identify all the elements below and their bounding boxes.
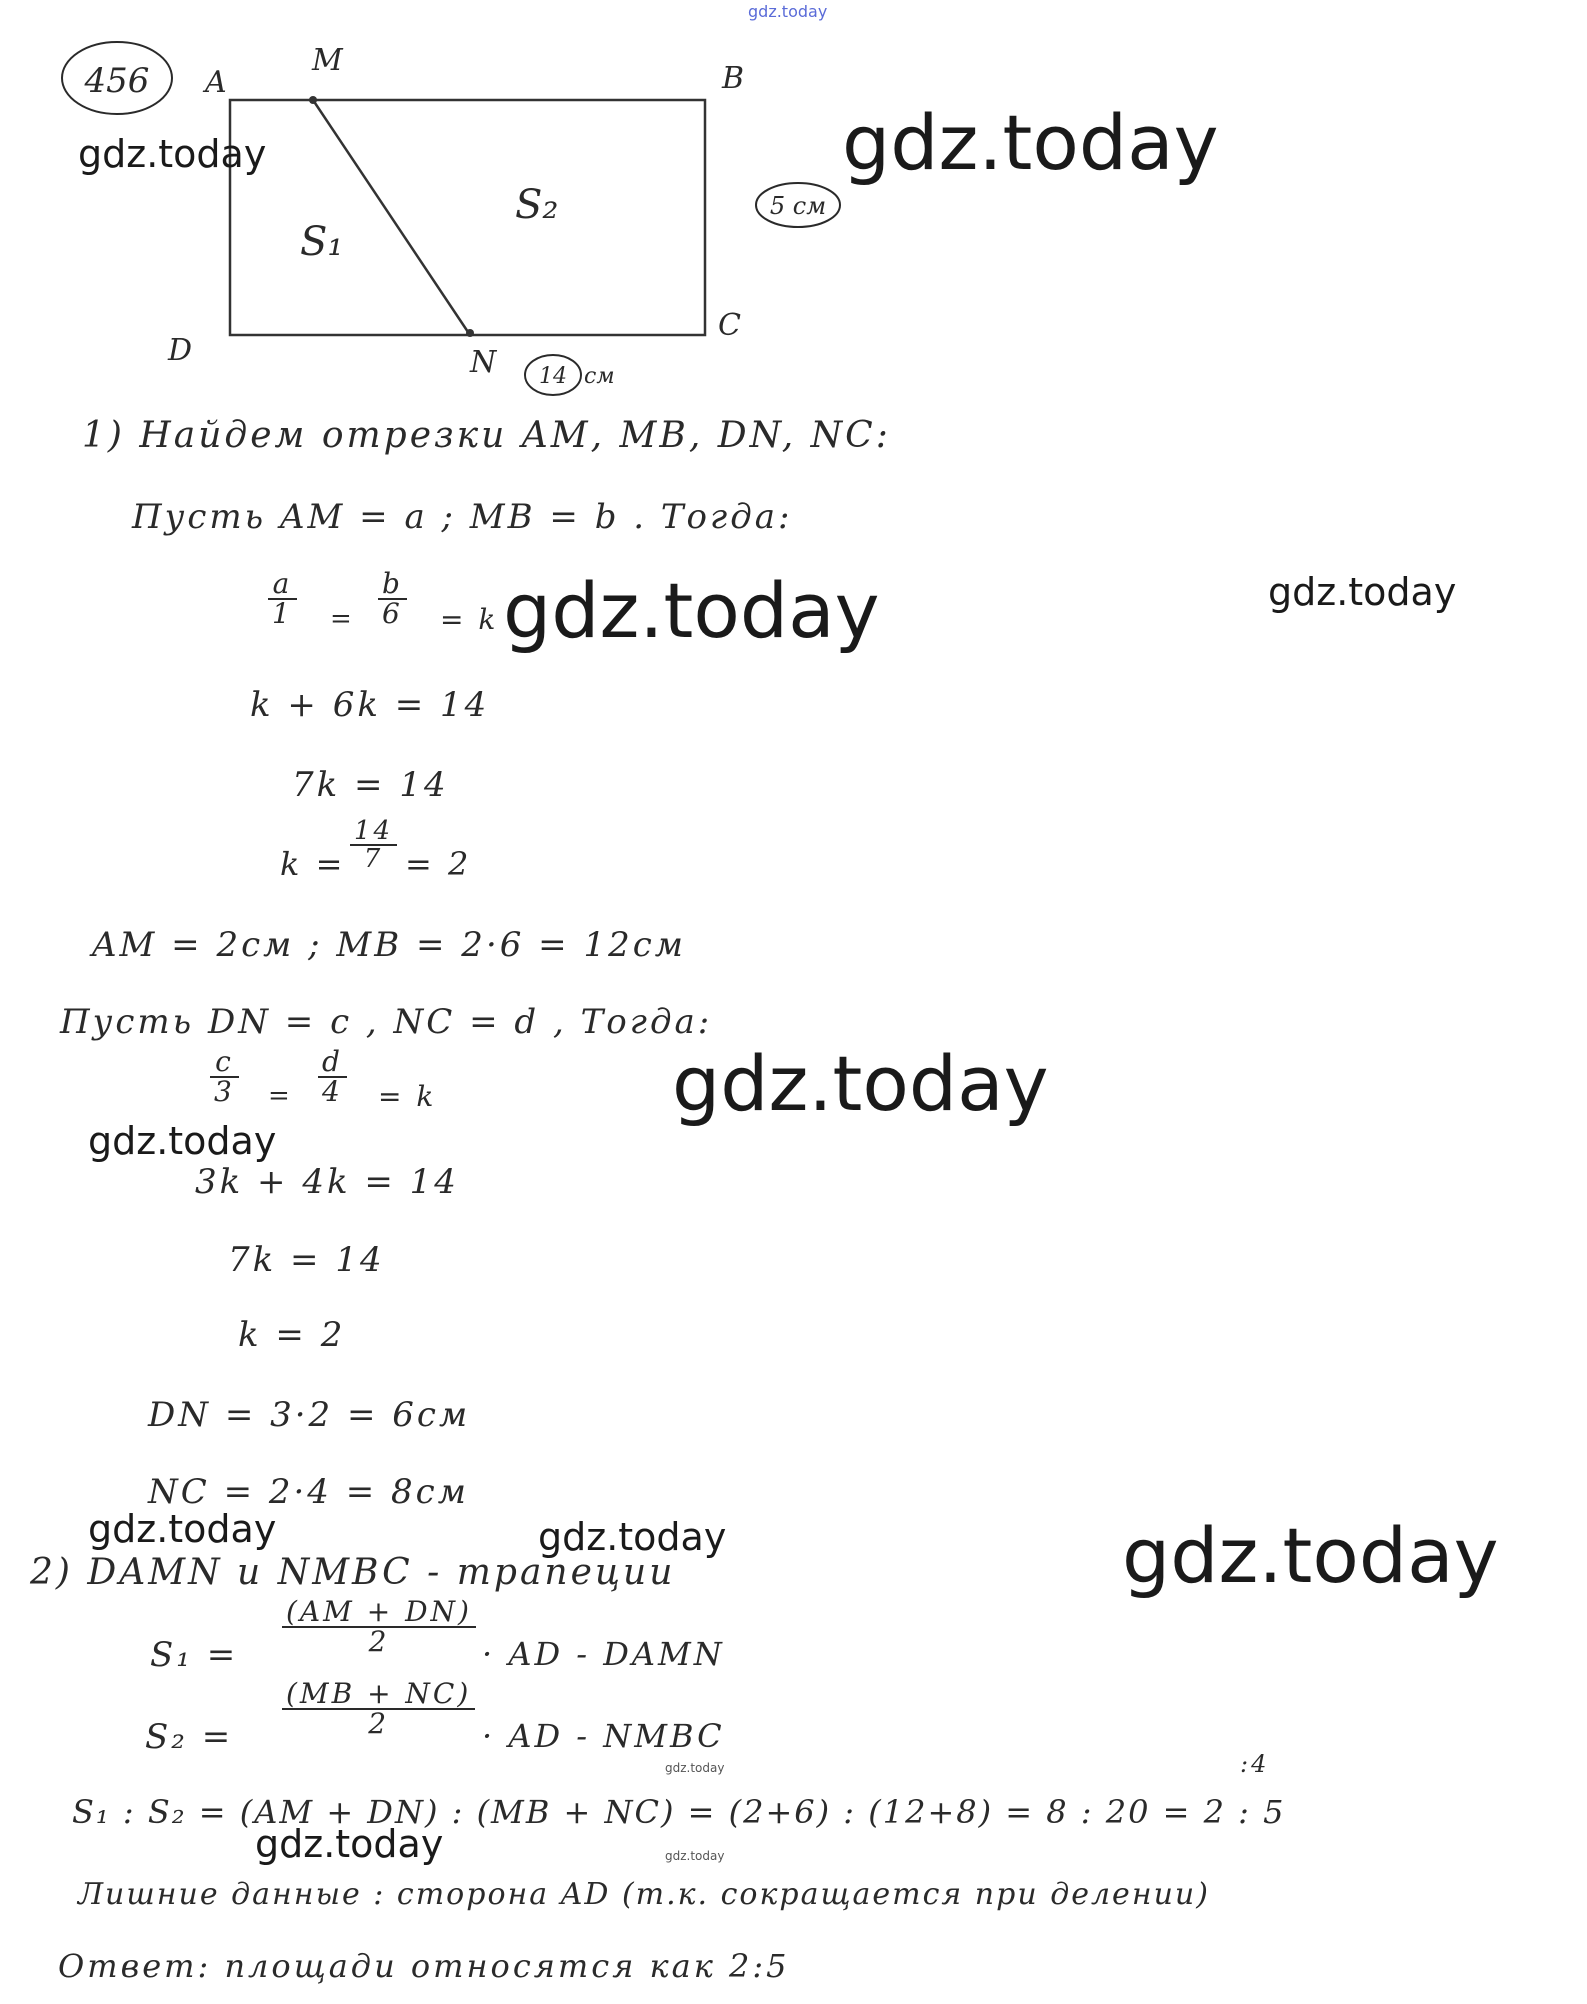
let1-line: Пусть AM = a ; MB = b . Тогда:	[132, 497, 793, 537]
s1-den: 2	[368, 1625, 390, 1658]
watermark-7: gdz.today	[88, 1507, 277, 1551]
frac-d	[318, 1045, 347, 1108]
eq-a3-fraction	[350, 818, 397, 872]
frac-c	[210, 1045, 239, 1108]
s1-fraction	[282, 1595, 476, 1658]
eq-a2: 7k = 14	[292, 765, 449, 805]
watermark-1: gdz.today	[78, 132, 267, 176]
watermark-small-2: gdz.today	[665, 1849, 725, 1863]
watermark-4: gdz.today	[1268, 570, 1457, 614]
s2-num: (MB + NC)	[282, 1680, 475, 1710]
frac-a-num: a	[268, 570, 297, 600]
eq-b3: k = 2	[238, 1315, 346, 1355]
problem-number: 456	[84, 61, 150, 101]
step2-heading: 2) DAMN и NMBC - трапеции	[30, 1552, 676, 1593]
watermark-top: gdz.today	[748, 2, 828, 21]
extra-data-line: Лишние данные : сторона AD (т.к. сокращается при делении)	[78, 1877, 1210, 1912]
watermark-3: gdz.today	[503, 566, 880, 655]
let2-line: Пусть DN = c , NC = d , Тогда:	[60, 1002, 713, 1042]
s2-den: 2	[368, 1707, 390, 1740]
point-n	[466, 329, 474, 337]
area-s2-label: S₂	[515, 182, 559, 228]
s2-post: · AD - NMBC	[482, 1717, 725, 1755]
area-s1-label: S₁	[300, 219, 344, 265]
frac-d-den: 4	[322, 1075, 343, 1108]
eq-a3-den: 7	[363, 844, 384, 874]
vertex-m: M	[312, 43, 343, 78]
point-m	[309, 96, 317, 104]
answer-line: Ответ: площади относятся как 2:5	[58, 1947, 790, 1985]
result-nc: NC = 2·4 = 8см	[148, 1472, 469, 1512]
frac-b-num: b	[378, 570, 407, 600]
segment-mn	[313, 100, 470, 335]
eq-b1: 3k + 4k = 14	[195, 1162, 459, 1202]
watermark-10: gdz.today	[255, 1822, 444, 1866]
side-dc-unit: см	[584, 364, 615, 389]
rectangle-diagram	[0, 0, 1587, 400]
s1-label: S₁ =	[150, 1635, 239, 1675]
frac-b	[378, 567, 407, 630]
result-dn: DN = 3·2 = 6см	[148, 1395, 471, 1435]
frac-d-num: d	[318, 1048, 347, 1078]
frac2-eq1: =	[268, 1081, 293, 1111]
frac-a	[268, 567, 297, 630]
vertex-d: D	[168, 333, 193, 368]
vertex-a: A	[205, 65, 227, 100]
frac-c-den: 3	[214, 1075, 235, 1108]
watermark-9: gdz.today	[1122, 1511, 1499, 1600]
frac-a-den: 1	[272, 597, 293, 630]
s2-label: S₂ =	[145, 1717, 234, 1757]
vertex-n: N	[470, 345, 497, 380]
watermark-small-1: gdz.today	[665, 1761, 725, 1775]
watermark-6: gdz.today	[88, 1119, 277, 1163]
frac-b-den: 6	[382, 597, 403, 630]
result-am-mb: AM = 2см ; MB = 2·6 = 12см	[92, 925, 686, 965]
side-dc-number: 14	[539, 364, 567, 389]
s1-post: · AD - DAMN	[482, 1635, 725, 1673]
frac1-eq1: =	[330, 604, 355, 634]
eq-a3-num: 14	[350, 818, 397, 846]
frac1-eq2: = k	[440, 603, 499, 636]
s2-fraction	[282, 1677, 475, 1740]
eq-b2: 7k = 14	[228, 1240, 385, 1280]
step1-heading: 1) Найдем отрезки AM, MB, DN, NC:	[82, 415, 891, 456]
rectangle-abcd	[230, 100, 705, 335]
watermark-2: gdz.today	[842, 98, 1219, 187]
eq-a1: k + 6k = 14	[250, 685, 490, 725]
s1-num: (AM + DN)	[282, 1598, 476, 1628]
frac2-eq2: = k	[378, 1080, 437, 1113]
side-bc-length: 5 см	[769, 192, 827, 220]
ratio-note: :4	[1240, 1750, 1270, 1778]
vertex-b: B	[722, 61, 745, 96]
vertex-c: C	[718, 308, 741, 343]
frac-c-num: c	[210, 1048, 239, 1078]
eq-a3-pre: k =	[280, 845, 346, 883]
watermark-5: gdz.today	[672, 1039, 1049, 1128]
ratio-line: S₁ : S₂ = (AM + DN) : (MB + NC) = (2+6) : (12+8) = 8 : 20 = 2 : 5	[72, 1793, 1286, 1831]
watermark-8: gdz.today	[538, 1515, 727, 1559]
eq-a3-post: = 2	[405, 845, 472, 883]
